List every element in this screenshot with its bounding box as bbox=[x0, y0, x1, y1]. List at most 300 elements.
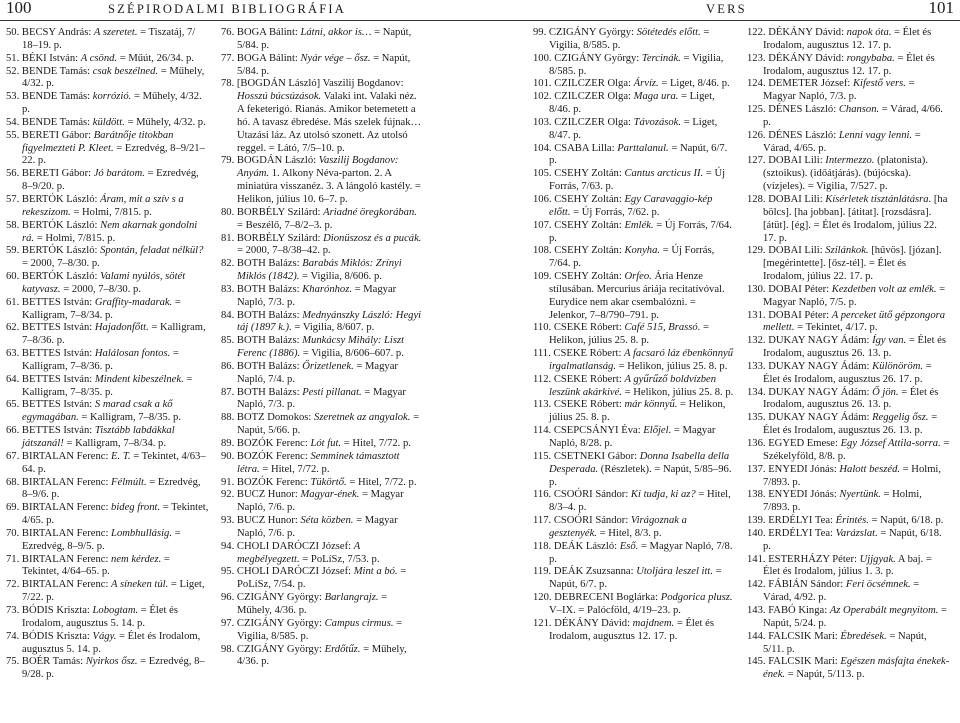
entry-author: [BOGDÁN László] Vaszilij Bogdanov: bbox=[236, 78, 404, 90]
bibliography-entry bbox=[533, 91, 736, 117]
entry-source: = Helikon, július 25. 8. p. bbox=[616, 360, 728, 372]
bibliography-entry bbox=[533, 245, 736, 271]
entry-number: 87. bbox=[221, 386, 235, 398]
bibliography-entry bbox=[6, 27, 209, 53]
entry-title: Kezdetben volt az emlék. bbox=[831, 283, 937, 295]
entry-author: BOTH Balázs: bbox=[236, 283, 303, 295]
bibliography-entry bbox=[533, 566, 736, 592]
entry-source: = Élet és Irodalom, augusztus 26. 17. p. bbox=[763, 360, 932, 385]
entry-number: 67. bbox=[6, 450, 20, 462]
entry-author: CSEKE Róbert: bbox=[553, 373, 625, 385]
entry-author: BOTZ Domokos: bbox=[236, 412, 315, 424]
entry-number: 112. bbox=[533, 373, 552, 385]
bibliography-entry bbox=[221, 27, 424, 53]
entry-title: nem kérdez. bbox=[111, 553, 162, 565]
entry-author: CZILCZER Olga: bbox=[554, 116, 634, 128]
bibliography-entry bbox=[6, 245, 209, 271]
entry-title: Nem akarnak gondolni rá. bbox=[22, 219, 198, 244]
bibliography-entry bbox=[6, 477, 209, 503]
entry-author: ERDÉLYI Tea: bbox=[768, 527, 836, 539]
entry-number: 128. bbox=[747, 193, 766, 205]
bibliography-entry bbox=[221, 284, 424, 310]
bibliography-entry bbox=[221, 489, 424, 515]
entry-author: DEÁK László: bbox=[553, 540, 620, 552]
entry-number: 77. bbox=[221, 52, 235, 64]
entry-title: Konyha. bbox=[624, 245, 661, 257]
entry-title: Szeretnek az angyalok. bbox=[314, 412, 411, 424]
entry-author: BOTH Balázs: bbox=[236, 258, 303, 270]
entry-number: 58. bbox=[6, 219, 20, 231]
entry-number: 57. bbox=[6, 193, 20, 205]
entry-author: DUKAY NAGY Ádám: bbox=[768, 360, 873, 372]
entry-number: 124. bbox=[747, 78, 766, 90]
entry-number: 116. bbox=[533, 489, 552, 501]
entry-title: Lenni vagy lenni. bbox=[838, 129, 913, 141]
entry-title: majdnem. bbox=[632, 617, 675, 629]
entry-author: FALCSIK Mari: bbox=[768, 656, 841, 668]
entry-author: BIRTALAN Ferenc: bbox=[21, 450, 112, 462]
entry-author: DÉKÁNY Dávid: bbox=[768, 27, 847, 38]
entry-number: 105. bbox=[533, 168, 552, 180]
bibliography-entry bbox=[533, 541, 736, 567]
entry-author: BETTES István: bbox=[21, 348, 95, 360]
entry-number: 71. bbox=[6, 553, 20, 565]
entry-author: BERTÓK László: bbox=[21, 193, 101, 205]
entry-title: Jó barátom. bbox=[93, 168, 145, 180]
bibliography-column-4 bbox=[747, 27, 950, 682]
entry-author: BIRTALAN Ferenc: bbox=[21, 579, 112, 591]
entry-source: = Napút, 5/24. p. bbox=[763, 604, 948, 629]
entry-source: = Liget, 7/22. p. bbox=[22, 579, 205, 604]
entry-number: 84. bbox=[221, 309, 235, 321]
entry-author: BUCZ Hunor: bbox=[236, 515, 301, 527]
bibliography-entry bbox=[6, 425, 209, 451]
entry-number: 90. bbox=[221, 450, 235, 462]
entry-author: CZIGÁNY György: bbox=[236, 592, 325, 604]
entry-title: Előjel. bbox=[643, 425, 672, 437]
entry-source: = Magyar Napló, 7/4. p. bbox=[237, 360, 398, 385]
entry-number: 144. bbox=[747, 630, 766, 642]
entry-title: csak beszélned. bbox=[92, 65, 159, 77]
entry-source: = Vigilia, 8/606–607. p. bbox=[300, 348, 404, 360]
entry-number: 133. bbox=[747, 360, 766, 372]
entry-title: Érintés. bbox=[835, 515, 869, 527]
entry-source: = Holmi, 7/893. p. bbox=[763, 463, 942, 488]
bibliography-entry bbox=[747, 387, 950, 413]
entry-author: DEÁK Zsuzsanna: bbox=[553, 566, 637, 578]
entry-source: = Napút, 5/113. p. bbox=[785, 669, 865, 681]
entry-number: 142. bbox=[747, 579, 766, 591]
entry-title: Ki tudja, ki az? bbox=[630, 489, 696, 501]
bibliography-entry bbox=[747, 27, 950, 53]
entry-author: BOGDÁN László: bbox=[236, 155, 319, 167]
entry-title: Orfeo. bbox=[624, 271, 652, 283]
entry-author: BERTÓK László: bbox=[21, 219, 101, 231]
entry-source: = Ezredvég, 8–9/6. p. bbox=[22, 476, 201, 501]
entry-author: BIRTALAN Ferenc: bbox=[21, 553, 112, 565]
entry-number: 89. bbox=[221, 438, 235, 449]
entry-number: 135. bbox=[747, 412, 766, 424]
entry-number: 102. bbox=[533, 91, 552, 103]
entry-number: 143. bbox=[747, 604, 766, 616]
bibliography-entry bbox=[221, 361, 424, 387]
entry-source: = Liget, 8/47. p. bbox=[549, 116, 718, 141]
entry-source: = Élet és Irodalom, augusztus 26. 13. p. bbox=[763, 386, 939, 411]
entry-title: Eső. bbox=[619, 540, 639, 552]
entry-source: = Műhely, 4/36. p. bbox=[237, 592, 388, 616]
entry-source: = Magyar Napló, 7/8. p. bbox=[549, 540, 733, 565]
entry-source: = Új Forrás, 7/64. p. bbox=[549, 245, 715, 270]
entry-source: = Élet és Irodalom, augusztus 12. 17. p. bbox=[763, 27, 932, 51]
entry-source: = Hitel, 7/72. p. bbox=[259, 463, 330, 475]
entry-number: 115. bbox=[533, 450, 552, 462]
entry-title: rongybaba. bbox=[846, 52, 895, 64]
entry-author: BOTH Balázs: bbox=[236, 360, 303, 372]
entry-author: BORBÉLY Szilárd: bbox=[236, 206, 324, 218]
entry-title: Maga ura. bbox=[633, 91, 679, 103]
entry-title: Lombhullásig. bbox=[111, 527, 172, 539]
entry-author: CSEPCSÁNYI Éva: bbox=[553, 425, 644, 437]
entry-author: CZILCZER Olga: bbox=[554, 78, 634, 90]
bibliography-entry bbox=[221, 451, 424, 477]
entry-title: Áram, mit a szív s a rekeszizom. bbox=[22, 193, 184, 218]
entry-author: BETTES István: bbox=[21, 373, 95, 385]
entry-number: 104. bbox=[533, 142, 552, 154]
entry-source: = Várad, 4/65. p. bbox=[763, 129, 921, 154]
entry-title: Nyertünk. bbox=[839, 489, 881, 501]
bibliography-entry bbox=[6, 117, 209, 130]
entry-title: A gyűrűző boldvízben leszünk akárkivé. bbox=[549, 373, 717, 398]
entry-author: CSEHY Zoltán: bbox=[554, 193, 625, 205]
entry-source: = Napút, 5/11. p. bbox=[763, 630, 927, 655]
bibliography-entry bbox=[747, 104, 950, 130]
entry-title: Erdőtűz. bbox=[324, 643, 361, 655]
entry-author: DÉKÁNY Dávid: bbox=[768, 52, 847, 64]
entry-source: = Élet és Irodalom, augusztus 5. 14. p. bbox=[22, 604, 178, 629]
entry-title: Emlék. bbox=[624, 219, 654, 231]
entry-source: A baj. = Élet és Irodalom, július 1. 3. p. bbox=[763, 553, 932, 578]
entry-source: = Hitel, 8/3. p. bbox=[596, 527, 662, 539]
entry-source: = Ezredvég, 8–9/20. p. bbox=[22, 168, 199, 193]
entry-author: CSEKE Róbert: bbox=[553, 322, 625, 334]
bibliography-entry bbox=[6, 579, 209, 605]
bibliography-entry bbox=[747, 130, 950, 156]
bibliography-entry bbox=[533, 194, 736, 220]
entry-number: 103. bbox=[533, 116, 552, 128]
entry-source: = Tekintet, 4/64–65. p. bbox=[22, 553, 170, 578]
entry-author: ESTERHÁZY Péter: bbox=[768, 553, 860, 565]
entry-title: Félmúlt. bbox=[111, 476, 147, 488]
entry-source: = Helikon, július 25. 8. p. bbox=[549, 322, 709, 347]
entry-title: Ariadné öregkorában. bbox=[323, 206, 417, 218]
entry-source: = Új Forrás, 7/62. p. bbox=[570, 206, 660, 218]
entry-number: 76. bbox=[221, 27, 235, 38]
entry-author: BOZÓK Ferenc: bbox=[236, 438, 311, 449]
bibliography-entry bbox=[221, 387, 424, 413]
entry-title: Kharónhoz. bbox=[302, 283, 352, 295]
entry-number: 66. bbox=[6, 425, 20, 437]
right-running-title: VERS bbox=[706, 2, 747, 16]
bibliography-entry bbox=[6, 399, 209, 425]
entry-number: 80. bbox=[221, 206, 235, 218]
entry-title: Dionüszosz és a pucák. bbox=[323, 232, 422, 244]
entry-title: A facsaró láz ébenkönnyű irgalmatlanság. bbox=[549, 348, 734, 372]
entry-author: EGYED Emese: bbox=[768, 438, 841, 449]
entry-title: Barlangrajz. bbox=[324, 592, 379, 604]
entry-source: = Élet és Irodalom, augusztus 12. 17. p. bbox=[763, 52, 935, 77]
bibliography-entry bbox=[6, 605, 209, 631]
entry-source: = Liget, 8/46. p. bbox=[658, 78, 730, 90]
entry-author: ERDÉLYI Tea: bbox=[768, 515, 836, 527]
bibliography-entry bbox=[221, 541, 424, 567]
entry-author: BETTES István: bbox=[21, 322, 95, 334]
entry-author: DOBAI Péter: bbox=[768, 283, 832, 295]
entry-author: BERETI Gábor: bbox=[21, 168, 94, 180]
entry-source: (Részletek). = Napút, 5/85–96. p. bbox=[549, 463, 732, 488]
bibliography-entry bbox=[221, 618, 424, 644]
entry-title: A csönd. bbox=[80, 52, 118, 64]
entry-author: BOTH Balázs: bbox=[236, 309, 303, 321]
entry-title: Spontán, feladat nélkül? bbox=[100, 245, 204, 257]
entry-title: Barabás Miklós: Zrínyi Miklós (1842). bbox=[237, 258, 402, 283]
entry-title: Utoljára leszel itt. bbox=[636, 566, 714, 578]
entry-source: = Beszélő, 7–8/2–3. p. bbox=[237, 219, 333, 231]
header-rule bbox=[0, 20, 960, 21]
entry-title: Mindent kibeszélnek. bbox=[94, 373, 184, 385]
entry-number: 78. bbox=[221, 78, 235, 90]
bibliography-entry bbox=[533, 515, 736, 541]
bibliography-entry bbox=[6, 374, 209, 400]
entry-author: CSABA Lilla: bbox=[554, 142, 618, 154]
entry-title: Kifestő vers. bbox=[852, 78, 906, 90]
bibliography-entry bbox=[533, 271, 736, 322]
bibliography-entry bbox=[221, 53, 424, 79]
bibliography-entry bbox=[533, 489, 736, 515]
entry-number: 94. bbox=[221, 540, 235, 552]
bibliography-entry bbox=[533, 592, 736, 618]
bibliography-entry bbox=[533, 374, 736, 400]
bibliography-entry bbox=[747, 528, 950, 554]
entry-title: Halott beszéd. bbox=[839, 463, 901, 475]
entry-number: 145. bbox=[747, 656, 766, 668]
entry-number: 97. bbox=[221, 617, 235, 629]
entry-number: 82. bbox=[221, 258, 235, 270]
entry-title: Graffity-madarak. bbox=[94, 296, 173, 308]
entry-source: = Tiszatáj, 7/ 18–19. p. bbox=[22, 27, 196, 51]
entry-source: = Holmi, 7/815. p. bbox=[34, 232, 116, 244]
entry-source: = Helikon, július 25. 8. p. bbox=[549, 399, 726, 424]
bibliography-entry bbox=[533, 220, 736, 246]
entry-source: = PoLíSz, 7/54. p. bbox=[237, 566, 407, 591]
entry-number: 56. bbox=[6, 168, 20, 180]
bibliography-entry bbox=[533, 451, 736, 490]
bibliography-entry bbox=[747, 310, 950, 336]
entry-author: CSOÓRI Sándor: bbox=[553, 489, 631, 501]
entry-source: = Új Forrás, 7/64. p. bbox=[549, 219, 732, 244]
bibliography-entry bbox=[6, 194, 209, 220]
entry-author: CZILCZER Olga: bbox=[554, 91, 634, 103]
entry-title: Hajadonfőtt. bbox=[94, 322, 149, 334]
bibliography-entry bbox=[533, 78, 736, 91]
entry-source: = Vigilia, 8/585. p. bbox=[549, 27, 710, 51]
entry-source: = Vigilia, 8/585. p. bbox=[237, 617, 403, 642]
entry-title: Lót fut. bbox=[310, 438, 342, 449]
entry-author: CHOLI DARÓCZI József: bbox=[236, 540, 354, 552]
entry-author: ENYEDI Jónás: bbox=[768, 489, 840, 501]
entry-title: küldött. bbox=[92, 116, 125, 128]
bibliography-entry bbox=[6, 66, 209, 92]
bibliography-entry bbox=[6, 322, 209, 348]
bibliography-entry bbox=[221, 207, 424, 233]
entry-title: Vaszilij Bogdanov: Anyám. bbox=[237, 155, 399, 180]
entry-title: Egy Caravaggio-kép előtt. bbox=[549, 193, 713, 218]
entry-title: Az Operabált megnyitom. bbox=[829, 604, 939, 616]
bibliography-entry bbox=[533, 168, 736, 194]
entry-author: DOBAI Lili: bbox=[768, 193, 826, 205]
entry-author: BETTES István: bbox=[21, 425, 95, 437]
bibliography-entry bbox=[747, 554, 950, 580]
bibliography-entry bbox=[747, 631, 950, 657]
bibliography-entry bbox=[221, 258, 424, 284]
bibliography-entry bbox=[6, 656, 209, 682]
entry-title: Mednyánszky László: Hegyi táj (1897 k.). bbox=[237, 309, 422, 334]
entry-author: BÓDIS Kriszta: bbox=[21, 630, 93, 642]
entry-title: Kísérletek tisztánlátásra. bbox=[825, 193, 932, 205]
entry-author: BOGA Bálint: bbox=[236, 52, 301, 64]
bibliography-entry bbox=[747, 284, 950, 310]
bibliography-entry bbox=[221, 515, 424, 541]
entry-title: Barátnője titokban figyelmezteti P. Kleet. bbox=[22, 129, 174, 154]
entry-number: 121. bbox=[533, 617, 552, 629]
entry-title: napok óta. bbox=[846, 27, 892, 38]
entry-title: Különöröm. bbox=[872, 360, 923, 372]
entry-number: 130. bbox=[747, 283, 766, 295]
entry-author: ENYEDI Jónás: bbox=[768, 463, 840, 475]
entry-source: = Napút, 6/18. p. bbox=[763, 527, 942, 552]
entry-number: 96. bbox=[221, 592, 235, 604]
entry-number: 93. bbox=[221, 515, 235, 527]
entry-number: 95. bbox=[221, 566, 235, 578]
entry-author: BÓDIS Kriszta: bbox=[21, 604, 93, 616]
entry-title: S marad csak a kő egymagában. bbox=[22, 399, 173, 424]
entry-source: = Kalligram, 7–8/36. p. bbox=[22, 322, 206, 347]
entry-number: 85. bbox=[221, 335, 235, 347]
entry-source: = Magyar Napló, 7/6. p. bbox=[237, 515, 398, 539]
entry-number: 63. bbox=[6, 348, 20, 360]
entry-number: 92. bbox=[221, 489, 235, 501]
entry-author: DUKAY NAGY Ádám: bbox=[768, 412, 873, 424]
entry-number: 81. bbox=[221, 232, 235, 244]
entry-title: Feri öcsémnek. bbox=[845, 579, 911, 591]
entry-author: BERTÓK László: bbox=[21, 271, 101, 283]
bibliography-entry bbox=[6, 220, 209, 246]
entry-number: 108. bbox=[533, 245, 552, 257]
bibliography-entry bbox=[747, 412, 950, 438]
entry-title: korrózió. bbox=[92, 91, 132, 103]
bibliography-entry bbox=[533, 399, 736, 425]
bibliography-entry bbox=[6, 348, 209, 374]
entry-number: 139. bbox=[747, 515, 766, 527]
entry-source: = Kalligram, 7–8/36. p. bbox=[22, 348, 179, 372]
entry-author: BUCZ Hunor: bbox=[236, 489, 301, 501]
entry-number: 127. bbox=[747, 155, 766, 167]
entry-author: BOTH Balázs: bbox=[236, 335, 303, 347]
entry-author: DÉNES László: bbox=[768, 129, 839, 141]
bibliography-entry bbox=[747, 53, 950, 79]
entry-number: 140. bbox=[747, 527, 766, 539]
entry-number: 119. bbox=[533, 566, 552, 578]
bibliography-entry bbox=[6, 528, 209, 554]
entry-number: 111. bbox=[533, 348, 551, 360]
entry-source: = Liget, 8/46. p. bbox=[549, 91, 715, 116]
left-page-number: 100 bbox=[6, 0, 32, 17]
entry-author: DÉNES László: bbox=[768, 104, 839, 116]
entry-number: 117. bbox=[533, 515, 552, 527]
entry-author: BERETI Gábor: bbox=[21, 129, 94, 141]
entry-source: = Hitel, 8/3–4. p. bbox=[549, 489, 731, 514]
entry-author: CSEHY Zoltán: bbox=[554, 271, 625, 283]
entry-number: 52. bbox=[6, 65, 20, 77]
entry-author: CZIGÁNY György: bbox=[554, 52, 642, 64]
entry-title: Magyar-ének. bbox=[300, 489, 360, 501]
entry-author: BORBÉLY Szilárd: bbox=[236, 232, 324, 244]
entry-title: Tisztább labdákkal játszanál! bbox=[22, 425, 175, 449]
entry-number: 106. bbox=[533, 193, 552, 205]
bibliography-entry bbox=[747, 656, 950, 682]
entry-number: 137. bbox=[747, 463, 766, 475]
entry-author: CZIGÁNY György: bbox=[236, 643, 325, 655]
entry-author: BOZÓK Ferenc: bbox=[236, 450, 311, 462]
entry-title: Reggelig ősz. bbox=[872, 412, 929, 424]
entry-title: Podgorica plusz. bbox=[660, 592, 733, 604]
entry-source: = Műhely, 4/36. p. bbox=[237, 643, 407, 668]
entry-source: = Élet és Irodalom, augusztus 26. 13. p. bbox=[763, 412, 938, 437]
entry-number: 50. bbox=[6, 27, 20, 38]
entry-author: BECSY András: bbox=[21, 27, 94, 38]
entry-source: [hűvös]. [józan]. [megérintette]. [ősz-tél]. = Élet és Irodalom, július 22. 17. p. bbox=[763, 245, 942, 283]
entry-author: BIRTALAN Ferenc: bbox=[21, 502, 112, 514]
bibliography-entry bbox=[221, 438, 424, 451]
entry-number: 83. bbox=[221, 283, 235, 295]
entry-source: = Élet és Irodalom, augusztus 5. 14. p. bbox=[22, 630, 201, 655]
entry-source: = 2000, 7–8/30. p. bbox=[60, 283, 141, 295]
entry-author: DEMETER József: bbox=[768, 78, 853, 90]
bibliography-entry bbox=[747, 361, 950, 387]
entry-title: Séta közben. bbox=[300, 515, 354, 527]
entry-title: bideg front. bbox=[111, 502, 161, 514]
entry-source: = Vigilia, 8/585. p. bbox=[549, 52, 724, 77]
bibliography-column-2 bbox=[221, 27, 424, 669]
entry-title: A megbélyegzett. bbox=[237, 540, 360, 565]
entry-source: = Magyar Napló, 7/3. p. bbox=[237, 283, 397, 308]
entry-author: FALCSIK Mari: bbox=[768, 630, 841, 642]
entry-number: 138. bbox=[747, 489, 766, 501]
entry-author: BOTH Balázs: bbox=[236, 386, 303, 398]
entry-title: Lobogtam. bbox=[92, 604, 139, 616]
entry-number: 54. bbox=[6, 116, 20, 128]
bibliography-entry bbox=[533, 117, 736, 143]
entry-author: DOBAI Péter: bbox=[768, 309, 832, 321]
entry-number: 122. bbox=[747, 27, 766, 38]
bibliography-entry bbox=[747, 515, 950, 528]
entry-title: Ébredések. bbox=[840, 630, 887, 642]
bibliography-entry bbox=[747, 605, 950, 631]
entry-source: = Tekintet, 4/63–64. p. bbox=[22, 450, 206, 475]
entry-source: = Holmi, 7/893. p. bbox=[763, 489, 922, 514]
entry-number: 123. bbox=[747, 52, 766, 64]
entry-title: Látni, akkor is… bbox=[300, 27, 372, 38]
entry-source: = Műhely, 4/32. p. bbox=[22, 65, 205, 90]
